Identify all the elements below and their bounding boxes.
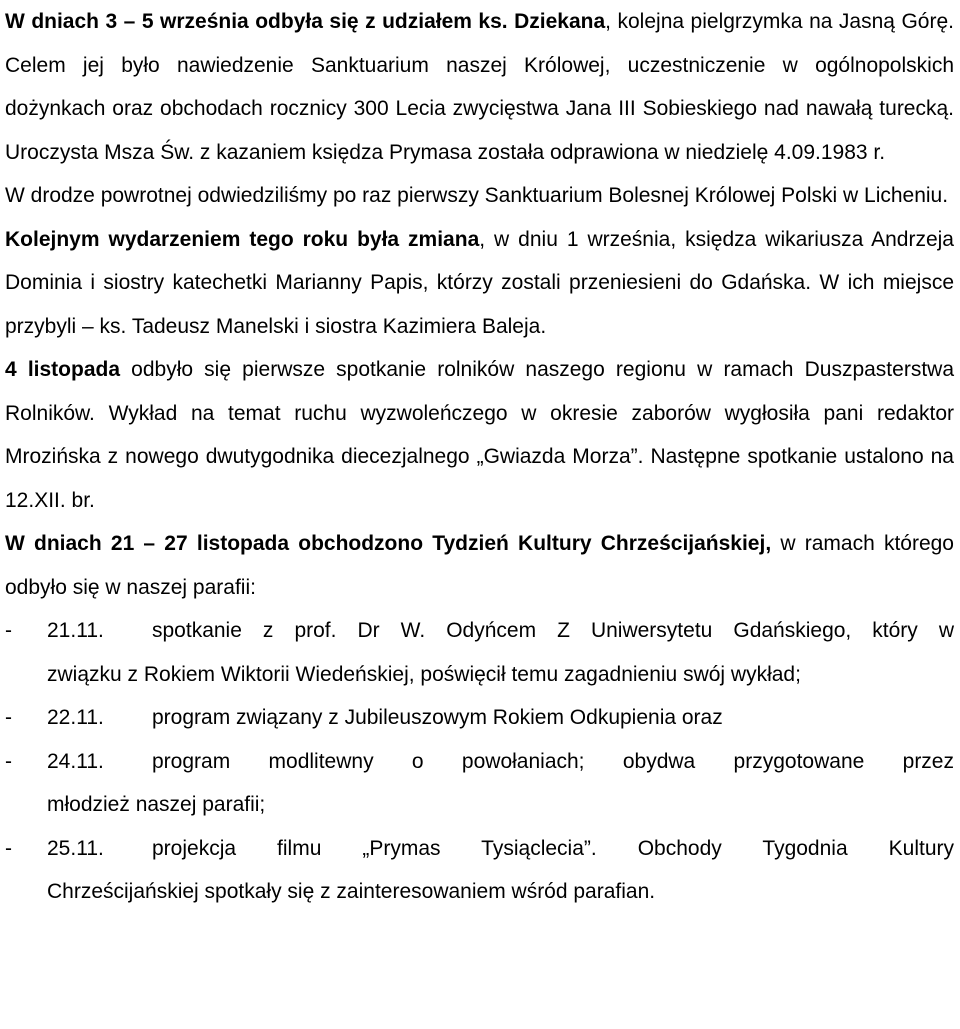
paragraph-text: , kolejna pielgrzymka na Jasną Górę. Celem jej było nawiedzenie Sanktuarium naszej Królowej, uczestniczenie w ogólnopolskich dożynkach oraz obchodach rocznicy 300 Lecia zwycięstwa Jana III Sobieskiego nad nawałą turecką. Uroczysta Msza Św. z kazaniem księdza Prymasa została odprawiona w niedzielę 4.09.1983 r. (5, 10, 954, 164)
paragraph-culture-week (5, 522, 954, 609)
paragraph-text: w ramach którego odbyło się w naszej parafii: (5, 532, 954, 599)
list-continuation: związku z Rokiem Wiktorii Wiedeńskiej, poświęcił temu zagadnieniu swój wykład; (47, 662, 801, 686)
list-item (5, 740, 954, 784)
list-date: 25.11. (47, 836, 104, 860)
list-description: program związany z Jubileuszowym Rokiem Odkupienia oraz (152, 706, 723, 729)
paragraph-text: W drodze powrotnej odwiedziliśmy po raz pierwszy Sanktuarium Bolesnej Królowej Polski w Licheniu. (5, 184, 949, 207)
paragraph-bold-lead: W dniach 3 – 5 września odbyła się z udziałem ks. Dziekana (5, 10, 606, 33)
paragraph-bold-lead: W dniach 21 – 27 listopada obchodzono Tydzień Kultury Chrześcijańskiej, (5, 532, 772, 555)
list-dash: - (5, 619, 12, 642)
paragraph-licheń (5, 174, 954, 218)
list-description: program modlitewny o powołaniach; obydwa przygotowane przez (152, 749, 954, 773)
paragraph-bold-lead: Kolejnym wydarzeniem tego roku była zmiana (5, 227, 480, 251)
list-continuation: młodzież naszej parafii; (47, 793, 266, 816)
list-item (5, 609, 954, 653)
paragraph-farmers-meeting (5, 348, 954, 522)
paragraph-bold-lead: 4 listopada (5, 358, 121, 381)
list-description: spotkanie z prof. Dr W. Odyńcem Z Uniwersytetu Gdańskiego, który w (152, 619, 954, 642)
paragraph-text: odbyło się pierwsze spotkanie rolników naszego regionu w ramach Duszpasterstwa Rolników. Wykład na temat ruchu wyzwoleńczego w okresie zaborów wygłosiła pani redaktor Mrozińska z nowego dwutygodnika diecezjalnego „Gwiazda Morza”. Następne spotkanie ustalono na 12.XII. br. (5, 358, 954, 512)
list-dash: - (5, 706, 12, 729)
list-description: projekcja filmu „Prymas Tysiąclecia”. Obchody Tygodnia Kultury (152, 836, 954, 860)
list-continuation: Chrześcijańskiej spotkały się z zainteresowaniem wśród parafian. (47, 880, 656, 903)
list-item (5, 696, 954, 740)
list-dash: - (5, 749, 12, 773)
list-date: 22.11. (47, 706, 104, 729)
paragraph-pilgrimage (5, 0, 954, 174)
paragraph-clergy-change (5, 218, 954, 349)
event-list (5, 609, 954, 914)
paragraph-text: , w dniu 1 września, księdza wikariusza Andrzeja Dominia i siostry katechetki Marianny Papis, którzy zostali przeniesieni do Gdańska. W ich miejsce przybyli – ks. Tadeusz Manelski i siostra Kazimiera Baleja. (5, 227, 954, 338)
list-date: 24.11. (47, 749, 104, 773)
list-dash: - (5, 836, 12, 860)
list-item (5, 827, 954, 871)
list-date: 21.11. (47, 619, 104, 642)
